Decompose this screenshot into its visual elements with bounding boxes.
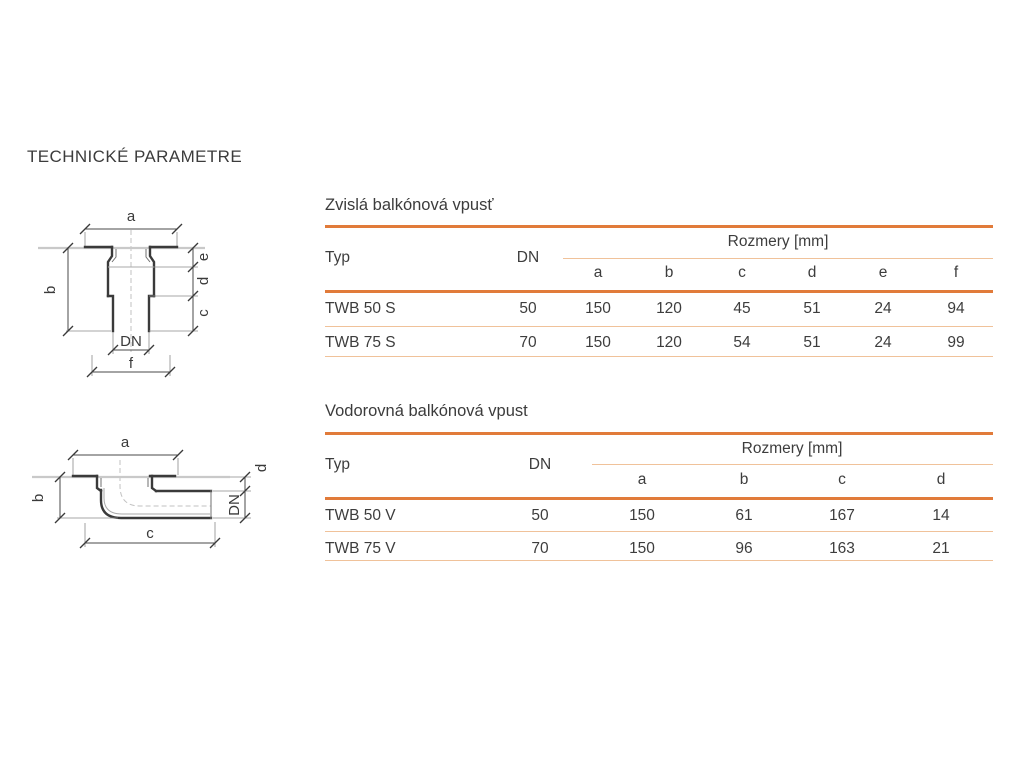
table-vertical-drain	[325, 196, 993, 361]
row-dim-d: 51	[803, 334, 821, 351]
row-dim-b: 61	[735, 507, 753, 524]
horizontal-drain-diagram	[15, 430, 287, 567]
row-dim-b: 120	[656, 334, 682, 351]
row-typ: TWB 50 V	[325, 507, 396, 524]
dimension-c	[80, 522, 220, 548]
row-dim-d: 51	[803, 300, 821, 317]
row-dim-f: 99	[947, 334, 965, 351]
dimension-b	[42, 243, 111, 336]
row-dim-a: 150	[629, 540, 655, 557]
divider-thick	[325, 497, 993, 500]
dimension-d	[213, 464, 270, 496]
dim-label-e: e	[195, 252, 212, 262]
dim-label-b: b	[42, 285, 59, 295]
col-header-dim-c: c	[738, 264, 746, 281]
col-header-dim-d: d	[936, 471, 946, 488]
dimension-e-d-c	[149, 243, 212, 336]
dim-label-d: d	[253, 463, 270, 473]
row-dim-d: 14	[932, 507, 950, 524]
row-dn: 50	[531, 507, 549, 524]
dim-label-d: d	[195, 276, 212, 286]
row-dim-d: 21	[932, 540, 950, 557]
col-header-typ: Typ	[325, 249, 350, 266]
col-header-dim-a: a	[593, 264, 603, 281]
col-header-dim-b: b	[739, 471, 749, 488]
col-header-dn: DN	[528, 456, 552, 473]
row-dim-c: 167	[829, 507, 855, 524]
row-typ: TWB 75 S	[325, 334, 396, 351]
divider-thin	[325, 560, 993, 561]
dim-label-b: b	[30, 493, 47, 503]
row-dim-b: 96	[735, 540, 753, 557]
dim-label-a: a	[120, 434, 130, 451]
row-dim-a: 150	[585, 300, 611, 317]
divider-thick	[325, 225, 993, 228]
divider-thin	[325, 326, 993, 327]
row-dim-e: 24	[874, 300, 892, 317]
row-dim-c: 163	[829, 540, 855, 557]
row-dim-b: 120	[656, 300, 682, 317]
row-dim-c: 45	[733, 300, 751, 317]
row-dn: 70	[531, 540, 549, 557]
row-dn: 50	[519, 300, 537, 317]
divider-thin	[563, 258, 993, 259]
divider-thin	[325, 531, 993, 532]
table-title: Zvislá balkónová vpusť	[325, 196, 494, 214]
dimension-dn	[213, 491, 251, 523]
divider-thick	[325, 290, 993, 293]
col-header-dim-b: b	[664, 264, 674, 281]
col-group-header-dimensions: Rozmery [mm]	[727, 233, 829, 250]
drain-body	[73, 476, 211, 519]
col-header-dim-c: c	[838, 471, 846, 488]
page-title: TECHNICKÉ PARAMETRE	[27, 147, 243, 166]
dim-label-dn: DN	[120, 333, 142, 350]
dimension-f	[87, 355, 175, 377]
divider-thin	[325, 356, 993, 357]
row-dim-f: 94	[947, 300, 965, 317]
col-header-dim-f: f	[953, 264, 959, 281]
row-typ: TWB 50 S	[325, 300, 396, 317]
col-header-dim-e: e	[878, 264, 888, 281]
table-horizontal-drain	[325, 402, 993, 564]
col-header-dn: DN	[516, 249, 540, 266]
divider-thin	[592, 464, 993, 465]
dim-label-dn: DN	[226, 494, 243, 516]
col-header-dim-d: d	[807, 264, 817, 281]
col-group-header-dimensions: Rozmery [mm]	[741, 440, 843, 457]
divider-thick	[325, 432, 993, 435]
dim-label-a: a	[126, 208, 136, 225]
row-dn: 70	[519, 334, 537, 351]
dimension-a	[68, 434, 183, 475]
col-header-typ: Typ	[325, 456, 350, 473]
row-dim-e: 24	[874, 334, 892, 351]
centerline	[120, 460, 211, 506]
vertical-drain-diagram	[28, 200, 240, 382]
dim-label-c: c	[195, 309, 212, 317]
row-typ: TWB 75 V	[325, 540, 396, 557]
dimension-b	[30, 472, 118, 523]
row-dim-a: 150	[629, 507, 655, 524]
table-title: Vodorovná balkónová vpust	[325, 402, 528, 420]
dim-label-c: c	[146, 525, 154, 542]
dim-label-f: f	[128, 355, 134, 372]
row-dim-c: 54	[733, 334, 751, 351]
row-dim-a: 150	[585, 334, 611, 351]
col-header-dim-a: a	[637, 471, 647, 488]
